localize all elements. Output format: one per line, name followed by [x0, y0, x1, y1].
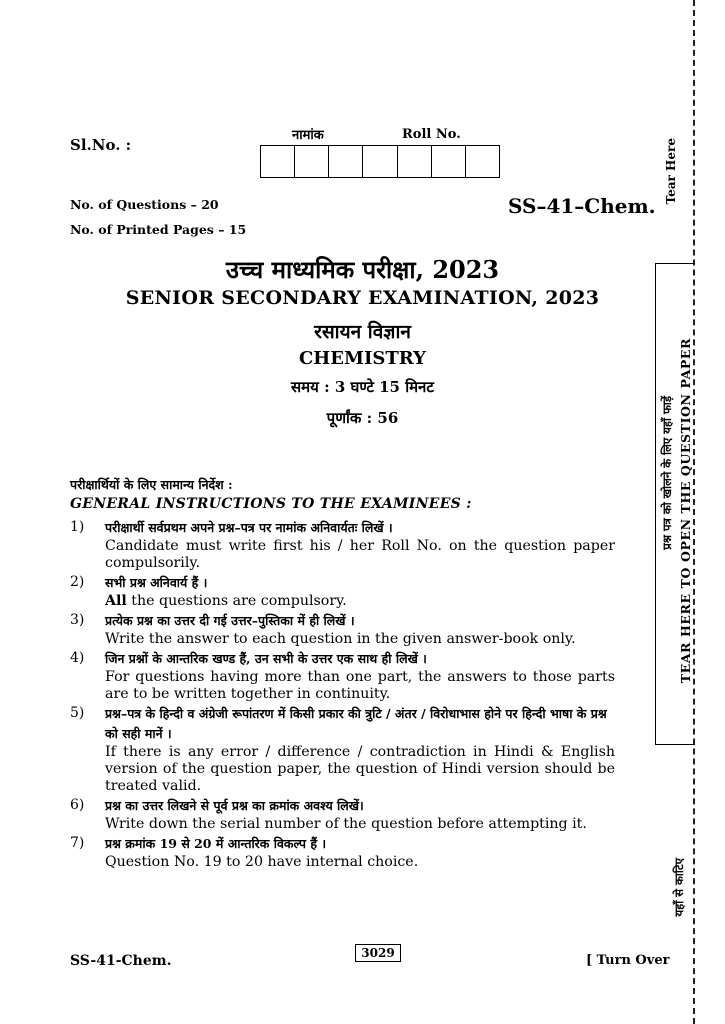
- instruction-text-hindi: जिन प्रश्नों के आन्तरिक खण्ड हैं, उन सभी के उत्तर एक साथ ही लिखें ।: [105, 651, 427, 666]
- roll-number-box[interactable]: [328, 145, 362, 178]
- instruction-item: [70, 834, 615, 871]
- instruction-text: Question No. 19 to 20 have internal choice.: [105, 854, 419, 870]
- exam-title-hindi: उच्च माध्यमिक परीक्षा, 2023: [225, 255, 500, 284]
- roll-number-box[interactable]: [294, 145, 328, 178]
- tear-instruction-hindi: प्रश्न पत्र को खोलने के लिए यहाँ फाड़ें: [660, 396, 674, 550]
- number-of-questions: No. of Questions – 20: [70, 197, 219, 212]
- page-number: 3029: [355, 944, 401, 962]
- subject-title: CHEMISTRY: [298, 348, 427, 369]
- instruction-text: Candidate must write first his / her Roll No. on the question paper compulsorily.: [105, 538, 615, 571]
- roll-number-boxes[interactable]: [260, 145, 500, 178]
- instruction-item: [70, 518, 615, 572]
- roll-number-box[interactable]: [362, 145, 396, 178]
- instruction-text-hindi: प्रत्येक प्रश्न का उत्तर दी गई उत्तर–पुस्तिका में ही लिखें ।: [105, 613, 355, 628]
- roll-number-box[interactable]: [431, 145, 465, 178]
- tear-instruction: TEAR HERE TO OPEN THE QUESTION PAPER: [678, 338, 693, 684]
- exam-title: SENIOR SECONDARY EXAMINATION, 2023: [125, 287, 600, 309]
- roll-number-box[interactable]: [260, 145, 294, 178]
- exam-duration: समय : 3 घण्टे 15 मिनट: [291, 378, 434, 396]
- instruction-number: 7): [70, 835, 85, 851]
- instruction-text-hindi: प्रश्न का उत्तर लिखने से पूर्व प्रश्न का क्रमांक अवश्य लिखें।: [105, 798, 364, 813]
- tear-here-label: Tear Here: [664, 138, 678, 205]
- roll-number-label-hindi: नामांक: [292, 128, 324, 143]
- instruction-text-hindi: सभी प्रश्न अनिवार्य हैं ।: [105, 575, 208, 590]
- instruction-item: [70, 704, 615, 795]
- instruction-item: [70, 649, 615, 703]
- roll-number-box[interactable]: [465, 145, 500, 178]
- instructions-list: [70, 518, 615, 872]
- footer-paper-code: SS-41-Chem.: [70, 953, 172, 969]
- paper-code: SS–41–Chem.: [508, 194, 656, 218]
- instruction-item: [70, 796, 615, 833]
- cut-here-label-hindi: यहाँ से काटिए: [672, 858, 686, 917]
- instructions-heading: GENERAL INSTRUCTIONS TO THE EXAMINEES :: [70, 496, 472, 512]
- instruction-text-hindi: प्रश्न–पत्र के हिन्दी व अंग्रेजी रूपांतरण में किसी प्रकार की त्रुटि / अंतर / विरोधाभास होने पर हिन्दी भाषा के प्रश्न को सही मानें ।: [105, 706, 607, 741]
- roll-number-label: Roll No.: [402, 127, 461, 142]
- instruction-number: 6): [70, 797, 85, 813]
- maximum-marks: पूर्णांक : 56: [326, 409, 399, 427]
- instruction-item: [70, 611, 615, 648]
- instruction-number: 2): [70, 574, 85, 590]
- instructions-heading-hindi: परीक्षार्थियों के लिए सामान्य निर्देश :: [70, 477, 233, 492]
- instruction-number: 1): [70, 519, 85, 535]
- turn-over-label: [ Turn Over: [586, 953, 670, 968]
- instruction-text: If there is any error / difference / contradiction in Hindi & English version of the question paper, the question of Hindi version should be treated valid.: [105, 744, 615, 794]
- instruction-item: [70, 573, 615, 610]
- subject-title-hindi: रसायन विज्ञान: [314, 321, 411, 343]
- number-of-pages: No. of Printed Pages – 15: [70, 222, 247, 237]
- instruction-number: 4): [70, 650, 85, 666]
- instruction-text: All the questions are compulsory.: [105, 593, 347, 609]
- instruction-number: 3): [70, 612, 85, 628]
- instruction-text: Write down the serial number of the question before attempting it.: [105, 816, 587, 832]
- serial-number-label: Sl.No. :: [70, 136, 132, 154]
- roll-number-box[interactable]: [397, 145, 431, 178]
- instruction-text: Write the answer to each question in the given answer-book only.: [105, 631, 576, 647]
- instruction-text-hindi: प्रश्न क्रमांक 19 से 20 में आन्तरिक विकल्प हैं ।: [105, 836, 327, 851]
- instruction-number: 5): [70, 705, 85, 721]
- instruction-text: For questions having more than one part, the answers to those parts are to be written together in continuity.: [105, 669, 615, 702]
- instruction-text-hindi: परीक्षार्थी सर्वप्रथम अपने प्रश्न–पत्र पर नामांक अनिवार्यतः लिखें ।: [105, 520, 393, 535]
